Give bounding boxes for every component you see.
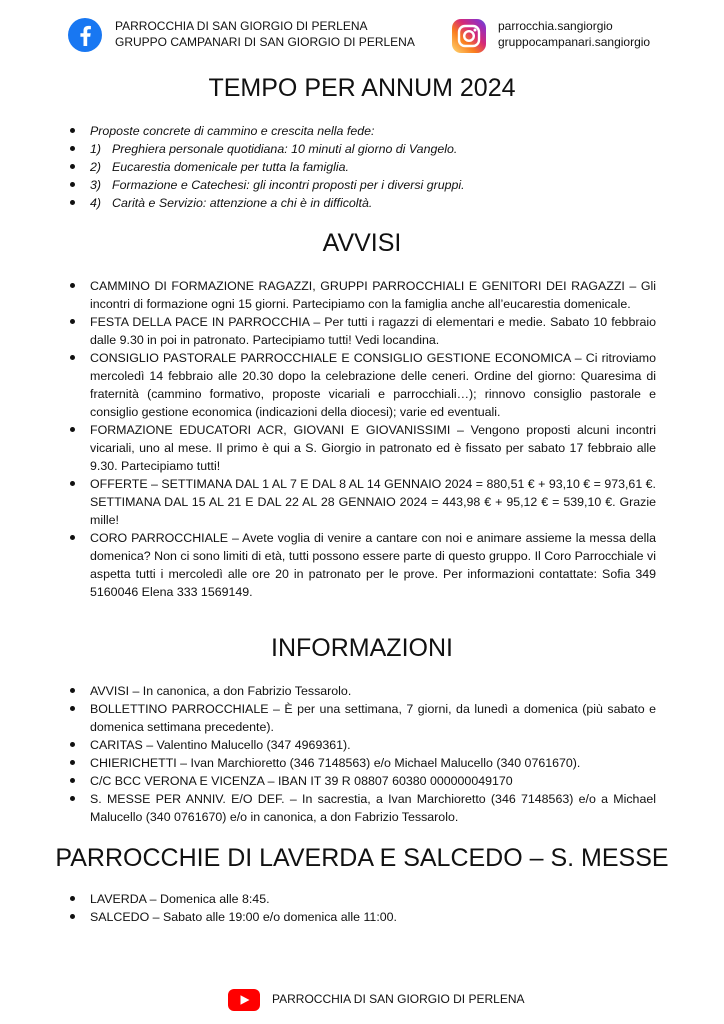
item-number: 4) xyxy=(90,196,102,210)
item-text: Carità e Servizio: attenzione a chi è in difficoltà. xyxy=(112,196,373,210)
numbered-item xyxy=(90,140,656,158)
section-title-laverda: PARROCCHIE DI LAVERDA E SALCEDO – S. MESSE xyxy=(55,844,669,872)
section-title-informazioni: INFORMAZIONI xyxy=(271,634,453,662)
list-item: S. MESSE PER ANNIV. E/O DEF. – In sacrestia, a Ivan Marchioretto (346 7148563) e/o a Michael Malucello (340 0761670) e/o in canonica, a don Fabrizio Tessarolo. xyxy=(90,792,656,824)
list-item: FESTA DELLA PACE IN PARROCCHIA – Per tutti i ragazzi di elementari e medie. Sabato 10 febbraio dalle 9.30 in poi in patronato. Partecipiamo tutti! Vedi locandina. xyxy=(90,315,656,347)
list-item: CORO PARROCCHIALE – Avete voglia di venire a cantare con noi e animare assieme la messa della domenica? Non ci sono limiti di età, tutti possono essere parte di questo gruppo. Il Coro Parrocchiale vi aspetta tutti i mercoledì alle ore 20 in patronato per le prove. Per informazioni contattate: Sofia 349 5160046 Elena 333 1569149. xyxy=(90,531,656,599)
facebook-icon xyxy=(68,18,102,52)
bell-ringers-group: GRUPPO CAMPANARI DI SAN GIORGIO DI PERLENA xyxy=(115,35,415,49)
header-left-text xyxy=(115,18,415,50)
item-text: Preghiera personale quotidiana: 10 minuti al giorno di Vangelo. xyxy=(112,142,458,156)
item-text: Eucarestia domenicale per tutta la famiglia. xyxy=(112,160,349,174)
item-number: 3) xyxy=(90,178,102,192)
section-title-tempo: TEMPO PER ANNUM 2024 xyxy=(208,74,516,102)
item-number: 1) xyxy=(90,142,102,156)
numbered-item xyxy=(90,158,656,176)
youtube-icon xyxy=(228,989,260,1011)
instagram-icon xyxy=(452,19,486,53)
list-item: AVVISI – In canonica, a don Fabrizio Tessarolo. xyxy=(90,682,656,700)
list-item: SALCEDO – Sabato alle 19:00 e/o domenica alle 11:00. xyxy=(90,908,656,926)
tempo-numbered-list xyxy=(90,140,656,212)
page-header xyxy=(0,14,724,58)
page-footer xyxy=(0,987,724,1011)
footer-channel-name: PARROCCHIA DI SAN GIORGIO DI PERLENA xyxy=(272,992,525,1006)
list-item: BOLLETTINO PARROCCHIALE – È per una settimana, 7 giorni, da lunedì a domenica (più sabato e domenica settimana precedente). xyxy=(90,702,656,734)
informazioni-list xyxy=(90,682,656,826)
item-number: 2) xyxy=(90,160,102,174)
instagram-handle-bell-ringers: gruppocampanari.sangiorgio xyxy=(498,35,651,49)
list-item: LAVERDA – Domenica alle 8:45. xyxy=(90,890,656,908)
list-item: CAMMINO DI FORMAZIONE RAGAZZI, GRUPPI PARROCCHIALI E GENITORI DEI RAGAZZI – Gli incontri di formazione ogni 15 giorni. Partecipiamo con la famiglia anche all’eucarestia domenicale. xyxy=(90,279,656,311)
numbered-item xyxy=(90,176,656,194)
tempo-intro: Proposte concrete di cammino e crescita nella fede: xyxy=(90,124,375,138)
parish-name: PARROCCHIA DI SAN GIORGIO DI PERLENA xyxy=(115,19,368,33)
list-item xyxy=(90,122,656,212)
numbered-item xyxy=(90,194,656,212)
section-title-avvisi: AVVISI xyxy=(322,229,402,257)
list-item: CHIERICHETTI – Ivan Marchioretto (346 7148563) e/o Michael Malucello (340 0761670). xyxy=(90,754,656,772)
list-item: C/C BCC VERONA E VICENZA – IBAN IT 39 R 08807 60380 000000049170 xyxy=(90,772,656,790)
instagram-handle-parish: parrocchia.sangiorgio xyxy=(498,19,613,33)
laverda-list xyxy=(90,890,656,926)
avvisi-list xyxy=(90,277,656,601)
list-item: CARITAS – Valentino Malucello (347 4969361). xyxy=(90,736,656,754)
list-item: FORMAZIONE EDUCATORI ACR, GIOVANI E GIOVANISSIMI – Vengono proposti alcuni incontri vicariali, uno al mese. Il primo è qui a S. Giorgio in patronato ed è fissato per sabato 17 febbraio alle 9.30. Partecipiamo tutti! xyxy=(90,423,656,473)
item-text: Formazione e Catechesi: gli incontri proposti per i diversi gruppi. xyxy=(112,178,465,192)
list-item: CONSIGLIO PASTORALE PARROCCHIALE E CONSIGLIO GESTIONE ECONOMICA – Ci ritroviamo mercoledì 14 febbraio alle 20.30 dopo la celebrazione delle ceneri. Ordine del giorno: Quaresima di fraternità (cammino formativo, proposte vicariali e parrocchiali…); rinnovo consiglio pastorale e consiglio gestione economica (indicazioni della diocesi); varie ed eventuali. xyxy=(90,351,656,419)
list-item: OFFERTE – SETTIMANA DAL 1 AL 7 E DAL 8 AL 14 GENNAIO 2024 = 880,51 € + 93,10 € = 973,61 €. SETTIMANA DAL 15 AL 21 E DAL 22 AL 28 GENNAIO 2024 = 443,98 € + 95,12 € = 539,10 €. Grazie mille! xyxy=(90,477,656,527)
header-right-text xyxy=(498,18,650,50)
tempo-list xyxy=(90,122,656,212)
